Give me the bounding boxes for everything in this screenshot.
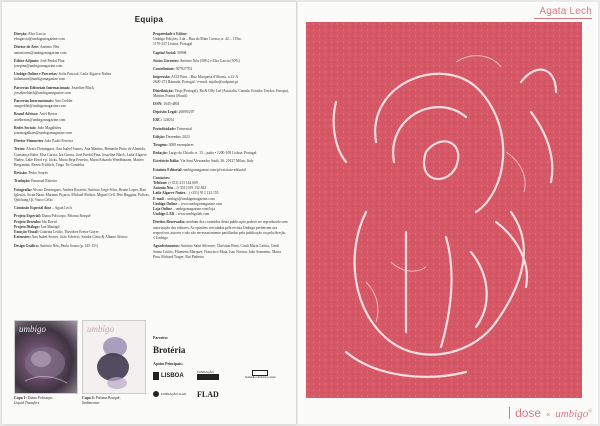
credits-a-entry: Diretor de Arte: António Néu antonioneu@umbigomagazine.com bbox=[14, 45, 67, 55]
supporter-logos-row-2 bbox=[153, 388, 289, 402]
caption-1 bbox=[14, 396, 76, 406]
partner-logo-broteria: Brotéria bbox=[153, 345, 186, 355]
credits-column-left bbox=[14, 32, 150, 252]
credits-a-entry: Revisão: Pedro Soares bbox=[14, 171, 48, 176]
caption-2-label: Capa 2: bbox=[82, 396, 95, 400]
footer-registered-mark: ® bbox=[588, 409, 592, 415]
cover-2-art bbox=[83, 321, 145, 393]
credits-a-entry: Textos: Alvaro Domingues, Ana Isabel Soares, Ana Martins, Bernardo Pinto de Almeida, Constança Babo, Elsa Garcia, Iza Garcia, José Pardal Pina, Josseline Black, Laila Algarve Nuñez, Lake Elrod e p. hicks, Maria Beja Ferreira, Maria Eduarda Wendhausen, Matteo Bergamini, Renea Fröhlich, Tiago Tri-Candelas bbox=[14, 147, 147, 168]
credits-a-entry: Editor Adjunto: José Pardal Pina josepina@umbigomagazine.com bbox=[14, 58, 65, 69]
logo-fundacao: FUNDAÇÃO bbox=[197, 370, 219, 382]
credits-a-entry: Design Gráfico: António Néu, Paulo Sousa (p. 145-151) bbox=[14, 243, 99, 248]
credits-a-entry: Parcerias Editoriais Internacionais: Josseline Black josselineblack@umbigomagazine.com bbox=[14, 85, 95, 95]
credits-b-entry: Impressão: ACD Print – Rua Marquesa d'Alorna, n.12-A 2620-271 Ramada, Portugal / e-mail: mjcihe@acdprint.pt bbox=[153, 75, 239, 85]
credits-a-entry: Redes Sociais: João Magalhães joaomagalhaes@umbigomagazine.com bbox=[14, 125, 72, 136]
right-page bbox=[298, 2, 598, 424]
caption-1-label: Capa 1: bbox=[14, 396, 27, 400]
fundacao-mark-icon bbox=[197, 374, 219, 380]
credits-b-entry: Escritório Itália: Via Sant'Alessandro Sauli, 26, 20127 Milan, Italy bbox=[153, 159, 254, 164]
credits-b-entry: Estatuto Editorial: umbigomagazine.com/pt/estatuto-editorial bbox=[153, 167, 247, 172]
artwork-drawing bbox=[306, 22, 582, 398]
credits-b-entry: Distribuição: Vasp (Portugal), Ra & Olly Ltd (Australia, Canada, Estados Unidos, Europa), Martins Fontes (Brasil) bbox=[153, 88, 289, 98]
credits-a-entry: Direção: Elsa Garcia elsagarcia@umbigomagazine.com bbox=[14, 32, 65, 42]
caption-1-title: Liquid Transfers bbox=[14, 401, 40, 405]
credits-b-entry: Redação: Largo do Chiado, n. 15 – patio • 1200-108 Lisboa, Portugal bbox=[153, 151, 257, 156]
caption-1-name: Diana Policarpo, bbox=[27, 396, 54, 400]
credits-a-entry: Parcerias Internacionais: Ana Crebler anagrebler@umbigomagazine.com bbox=[14, 99, 73, 109]
cover-logo-1: umbigo bbox=[19, 324, 46, 334]
artist-underline bbox=[534, 18, 592, 19]
credits-b-entry: Contactos: Telefone: (+351) 213 144 609 Antonio Néu – (+351) 919 132 842 Laila Algarve Nuñez – (+351) 913 132 155 E-mail – umbigo@umbigomagazine.com Umbigo Online – www.umbigomagazine.com Loja Online – umbigomagazine.com/loja Umbigo LAB – www.umbigolab.com bbox=[153, 175, 223, 217]
logo-fundacao-flad: FUNDAÇÃO FLAD bbox=[153, 388, 186, 400]
credits-a-entry: Comissão Especial dose – Agata Lech bbox=[14, 206, 72, 211]
cover-image-2 bbox=[82, 320, 146, 394]
credits-b-entry: Agradecimentos: António Saint Silvestre, Christian Brett, Cindi Maria Letitia, Cindi Sueno Loitão, Filomena Marques, Francisco Mota, Isao Norton, João Sarmento, Maria Pina, Richard Trager, Rui Pinheiro bbox=[153, 244, 281, 259]
artwork-image bbox=[306, 22, 582, 398]
partner-heading: Parceiro: bbox=[153, 336, 169, 340]
cover-logo-2: umbigo bbox=[87, 324, 114, 334]
lisboa-mark-icon bbox=[153, 372, 159, 380]
credits-b-entry: Propriedade e Editor: Umbigo Edições, Lda – Rua do Mato Grosso, n. 42 – 1 Dto. 1170-237 Lisboa, Portugal bbox=[153, 32, 242, 47]
credits-b-entry: Tiragem: 3000 exemplares bbox=[153, 143, 194, 148]
footer-dose: dose bbox=[515, 406, 542, 420]
artist-name: Agata Lech bbox=[539, 6, 592, 17]
covers-row bbox=[14, 320, 150, 392]
caption-2-title: Sedimentar bbox=[82, 401, 100, 405]
cover-captions bbox=[14, 396, 150, 416]
credits-a-entry: Umbigo Online e Parcerias: Sofia Pascoal, Laila Algarve Nuñez lailanunez@umbigomagazine.com bbox=[14, 72, 112, 82]
credits-b-entry: ISSN: 1645-4804 bbox=[153, 102, 180, 107]
credits-a-entry: Brand Advisor: Ariel Bretas arielbretas@umbigomagazine.com bbox=[14, 112, 66, 122]
supporters-heading: Apoios Principais: bbox=[153, 362, 183, 366]
page-title: Equipa bbox=[134, 15, 164, 24]
credits-a-entry: Projeto Especial: Diana Policarpo, Paloma Bosquê Projeto Desenho: Ida David Projeto Diálogo: Lea Managil Emoção Visual: Catarina Leitão, Theodore Ereira-Guyer Extensões: Ana Isabel Soares, João Silvério, Sandra Cinto & Albano Afonso bbox=[14, 214, 128, 240]
logo-carmona-costa: fundação carmona e costa bbox=[245, 370, 276, 382]
caption-2-name: Paloma Bosquê, bbox=[95, 396, 121, 400]
logo-flad: FLAD bbox=[197, 389, 219, 399]
credits-b-entry: Periodicidade: Trimestral bbox=[153, 126, 193, 131]
fundacao-flad-mark-icon bbox=[153, 391, 159, 397]
footer-brand bbox=[509, 406, 592, 420]
credits-a-entry: Diretor Financeiro João Paulo Ferreira bbox=[14, 139, 73, 144]
caption-2 bbox=[82, 396, 144, 406]
credits-column-right bbox=[153, 32, 289, 263]
credits-a-entry: Tradução: Emanuel Raiteiro bbox=[14, 179, 58, 184]
credits-b-entry: Depósito Legal: 260903/07 bbox=[153, 110, 195, 115]
credits-a-entry: Fotografia: Alvaro Domingues, Andrea Rossetti, António Jorge Silva, Bruno Lopes, Bart Iglesias, Swan Baan, Mariano Piçarra, Michael Richter, Miguel Cell, Pete Huggins, Policas, Quichang Qi, Vasco Célio bbox=[14, 187, 150, 203]
footer-umbigo-text: umbigo bbox=[555, 408, 589, 420]
left-page bbox=[2, 2, 296, 424]
supporter-logos-row-1 bbox=[153, 370, 289, 384]
cover-image-1 bbox=[14, 320, 78, 394]
credits-b-entry: Capital Social: 5000€ bbox=[153, 50, 187, 55]
credits-b-entry: Direitos Reservados: nenhum dos conteúdos desta publicação poderá ser reproduzido sem autorização dos editores. As opiniões veiculadas pela revista Umbigo pertencem aos respectivos autores e não são necessariamente partilhadas pela publicação ou pela direção, ©Umbigo bbox=[153, 220, 288, 241]
footer-x: × bbox=[546, 412, 551, 419]
credits-b-entry: Contribuinte: 507927702 bbox=[153, 67, 193, 72]
cover-1-art bbox=[15, 321, 77, 393]
credits-b-entry: ERC: 124054 bbox=[153, 118, 174, 123]
credits-b-entry: Edição: Dezembro 2023 bbox=[153, 134, 190, 139]
footer-divider bbox=[509, 407, 510, 419]
logo-lisboa: LISBOA bbox=[153, 370, 184, 382]
credits-b-entry: Sócios Gerentes: António Néu (50%) e Elsa Garcia (50%) bbox=[153, 58, 240, 63]
footer-umbigo-logo bbox=[555, 408, 592, 420]
